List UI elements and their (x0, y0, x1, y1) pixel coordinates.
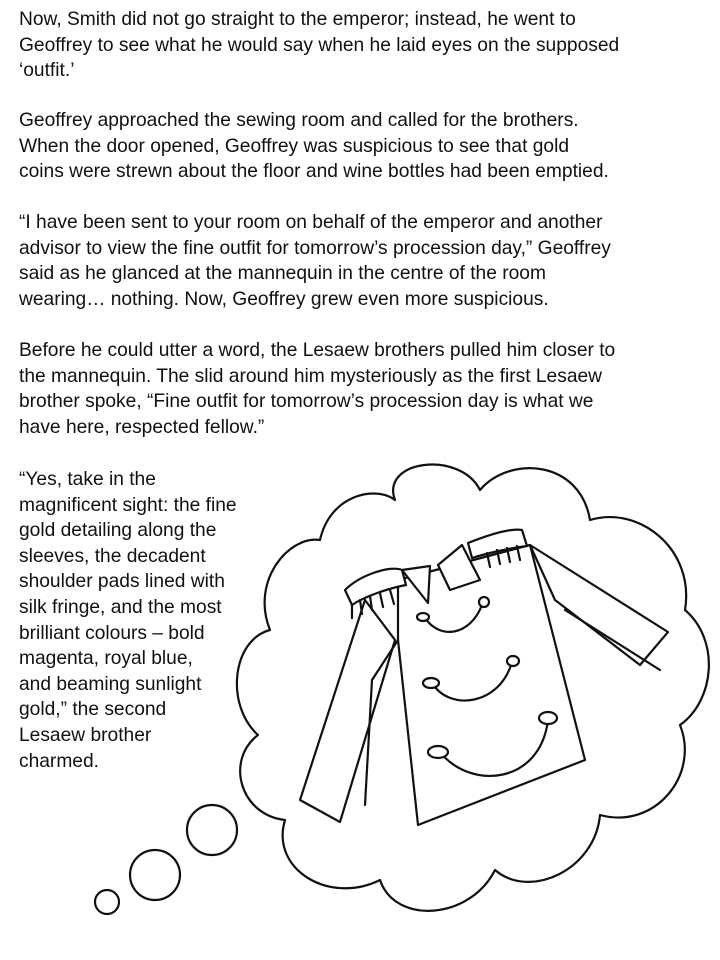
thought-circle-large (187, 805, 237, 855)
story-paragraph-5: “Yes, take in the magnificent sight: the fine gold detailing along the sleeves, the decadent shoulder pads lined with silk fringe, and the most brilliant colours – bold magenta, royal blue, and beaming sunlight gold,” the second Lesaew brother charmed. (19, 469, 237, 772)
thought-circle-medium (130, 850, 180, 900)
thought-circle-small (95, 890, 119, 914)
story-paragraph-4: Before he could utter a word, the Lesaew brothers pulled him closer to the mannequin. The slid around him mysteriously as the first Lesaew brother spoke, “Fine outfit for tomorrow’s procession day is what we have here, respected fellow.” (19, 340, 616, 438)
story-paragraph-3: “I have been sent to your room on behalf of the emperor and another advisor to view the fine outfit for tomorrow’s procession day,” Geoffrey said as he glanced at the mannequin in the centre of the room wearing… nothing. Now, Geoffrey grew even more suspicious. (19, 212, 611, 310)
story-paragraph-2: Geoffrey approached the sewing room and called for the brothers. When the door opened, Geoffrey was suspicious to see that gold coins were strewn about the floor and wine bottles had been emptied. (19, 110, 609, 183)
story-paragraph-1: Now, Smith did not go straight to the emperor; instead, he went to Geoffrey to see what he would say when he laid eyes on the supposed ‘outfit.’ (19, 9, 620, 82)
